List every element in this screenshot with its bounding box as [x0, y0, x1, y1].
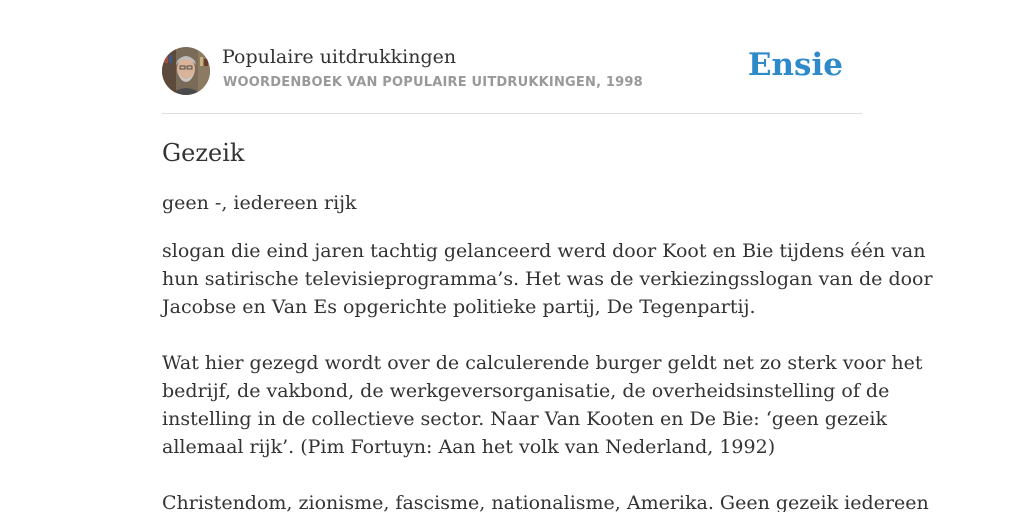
- entry-subterm: geen -, iedereen rijk: [162, 192, 357, 214]
- body-paragraph: [162, 237, 933, 321]
- entry-card: [162, 0, 933, 512]
- brand-logo[interactable]: Ensie: [747, 47, 843, 83]
- body-paragraph: [162, 489, 929, 512]
- body-line: instelling in de collectieve sector. Naar Van Kooten en De Bie: ‘geen gezeik: [162, 408, 887, 430]
- author-avatar[interactable]: [162, 47, 210, 95]
- body-line: allemaal rijk’. (Pim Fortuyn: Aan het volk van Nederland, 1992): [162, 436, 776, 458]
- body-line: hun satirische televisieprogramma’s. Het was de verkiezingsslogan van de door: [162, 268, 933, 290]
- source-title[interactable]: Populaire uitdrukkingen: [222, 46, 457, 68]
- body-paragraph: [162, 349, 923, 461]
- entry-term: Gezeik: [162, 139, 245, 167]
- body-line: Christendom, zionisme, fascisme, nationalisme, Amerika. Geen gezeik iedereen: [162, 492, 929, 512]
- source-subtitle: WOORDENBOEK VAN POPULAIRE UITDRUKKINGEN, 1998: [223, 75, 643, 90]
- body-line: Wat hier gezegd wordt over de calculerende burger geldt net zo sterk voor het: [162, 352, 923, 374]
- entry-body: [162, 237, 933, 512]
- body-line: bedrijf, de vakbond, de werkgeversorganisatie, de overheidsinstelling of de: [162, 380, 890, 402]
- body-line: Jacobse en Van Es opgerichte politieke partij, De Tegenpartij.: [162, 296, 756, 318]
- body-line: slogan die eind jaren tachtig gelanceerd werd door Koot en Bie tijdens één van: [162, 240, 926, 262]
- entry-header: [162, 0, 862, 114]
